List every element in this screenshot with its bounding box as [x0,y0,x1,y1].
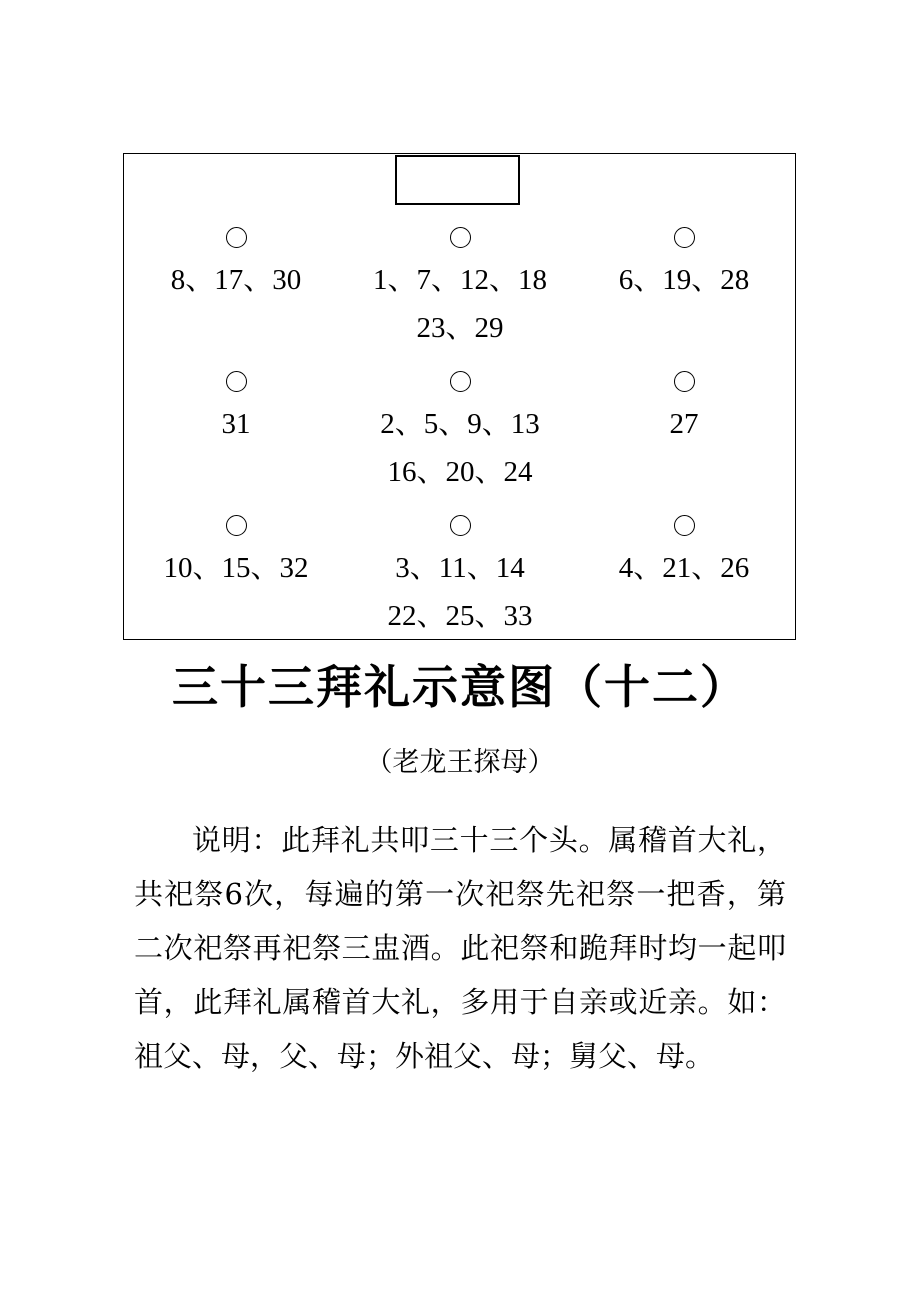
kneel-circle-icon [450,515,471,536]
kneel-circle-icon [674,227,695,248]
diagram-subtitle: （老龙王探母） [365,747,555,778]
kneel-position-center-3 [348,515,572,640]
kneel-circle-icon [450,371,471,392]
bow-sequence-numbers: 1、7、12、18 23、29 [372,264,547,344]
kneel-circle-icon [226,515,247,536]
kneel-position-right-2 [572,371,796,448]
bow-sequence-numbers: 4、21、26 [618,552,750,584]
kneel-circle-icon [226,371,247,392]
kneel-position-left-2 [124,371,348,448]
kneel-position-left-1 [124,227,348,304]
kneel-circle-icon [450,227,471,248]
kneel-position-right-1 [572,227,796,304]
altar-box [395,155,520,205]
kneel-circle-icon [226,227,247,248]
kneel-position-left-3 [124,515,348,592]
kneel-circle-icon [674,515,695,536]
bow-sequence-numbers: 6、19、28 [618,264,750,296]
bow-sequence-numbers: 3、11、14 22、25、33 [387,552,533,632]
kneel-position-center-2 [348,371,572,496]
kneel-position-center-1 [348,227,572,352]
bow-sequence-numbers: 8、17、30 [170,264,302,296]
bow-sequence-numbers: 31 [221,408,251,440]
bow-sequence-numbers: 27 [669,408,699,440]
kneel-position-right-3 [572,515,796,592]
description-paragraph: 说明：此拜礼共叩三十三个头。属稽首大礼，共祀祭6次，每遍的第一次祀祭先祀祭一把香，第二次祀祭再祀祭三盅酒。此祀祭和跪拜时均一起叩首，此拜礼属稽首大礼，多用于自亲或近亲。如：祖父、母，父、母；外祖父、母；舅父、母。 [134,823,786,1073]
kneel-circle-icon [674,371,695,392]
diagram-title: 三十三拜礼示意图（十二） [172,660,748,714]
bow-sequence-numbers: 2、5、9、13 16、20、24 [380,408,540,488]
bow-sequence-numbers: 10、15、32 [163,552,309,584]
worship-position-diagram [123,153,796,640]
